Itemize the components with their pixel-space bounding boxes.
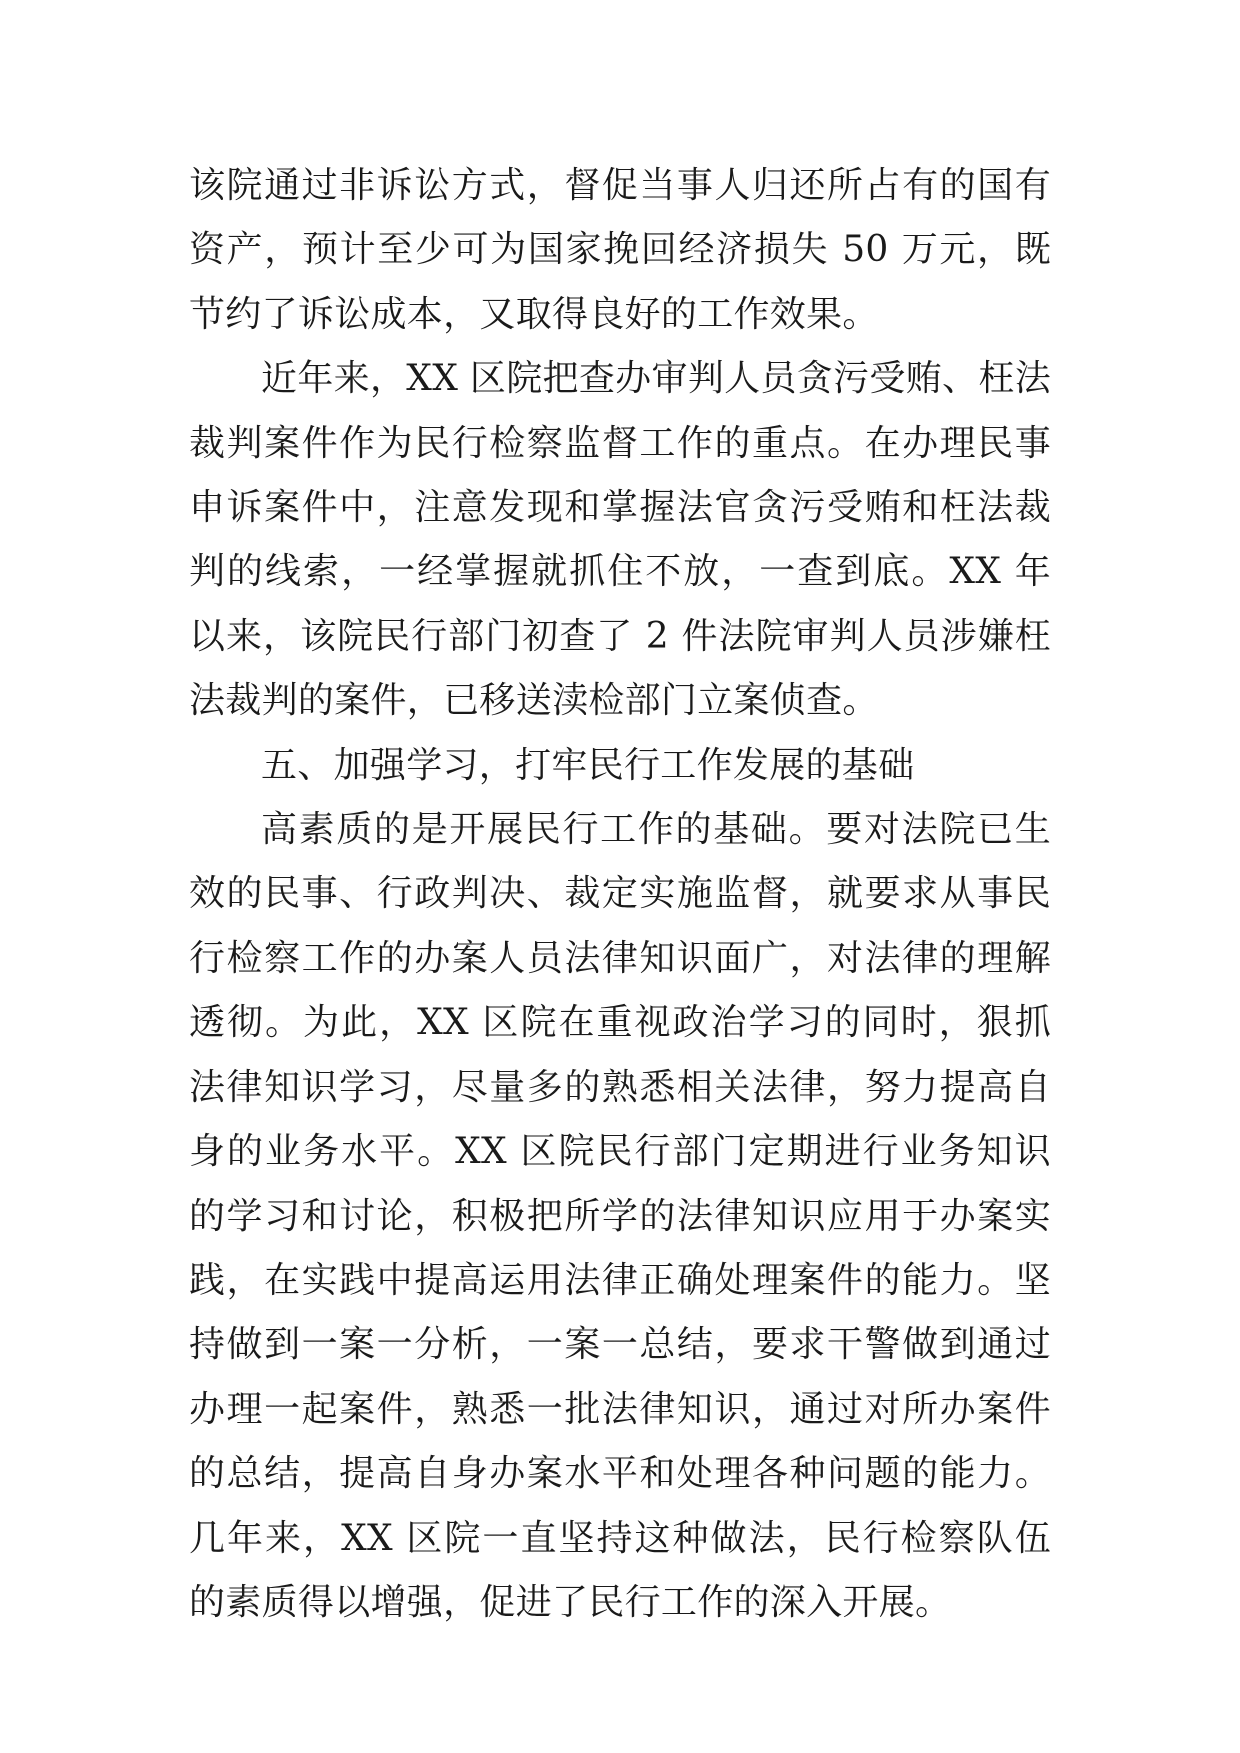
- document-body: [189, 154, 1051, 1635]
- paragraph-anti-corruption: 近年来，XX 区院把查办审判人员贪污受贿、枉法裁判案件作为民行检察监督工作的重点。在办理民事申诉案件中，注意发现和掌握法官贪污受贿和枉法裁判的线索，一经掌握就抓住不放，一查到底。XX 年以来，该院民行部门初查了 2 件法院审判人员涉嫌枉法裁判的案件，已移送渎检部门立案侦查。: [189, 358, 1051, 722]
- paragraph-continuation: 该院通过非诉讼方式，督促当事人归还所占有的国有资产，预计至少可为国家挽回经济损失 50 万元，既节约了诉讼成本，又取得良好的工作效果。: [189, 165, 1051, 335]
- paragraph-study: 高素质的是开展民行工作的基础。要对法院已生效的民事、行政判决、裁定实施监督，就要求从事民行检察工作的办案人员法律知识面广，对法律的理解透彻。为此，XX 区院在重视政治学习的同时，狠抓法律知识学习，尽量多的熟悉相关法律，努力提高自身的业务水平。XX 区院民行部门定期进行业务知识的学习和讨论，积极把所学的法律知识应用于办案实践，在实践中提高运用法律正确处理案件的能力。坚持做到一案一分析，一案一总结，要求干警做到通过办理一起案件，熟悉一批法律知识，通过对所办案件的总结，提高自身办案水平和处理各种问题的能力。几年来，XX 区院一直坚持这种做法，民行检察队伍的素质得以增强，促进了民行工作的深入开展。: [189, 809, 1051, 1623]
- section-heading-five: 五、加强学习，打牢民行工作发展的基础: [261, 744, 915, 786]
